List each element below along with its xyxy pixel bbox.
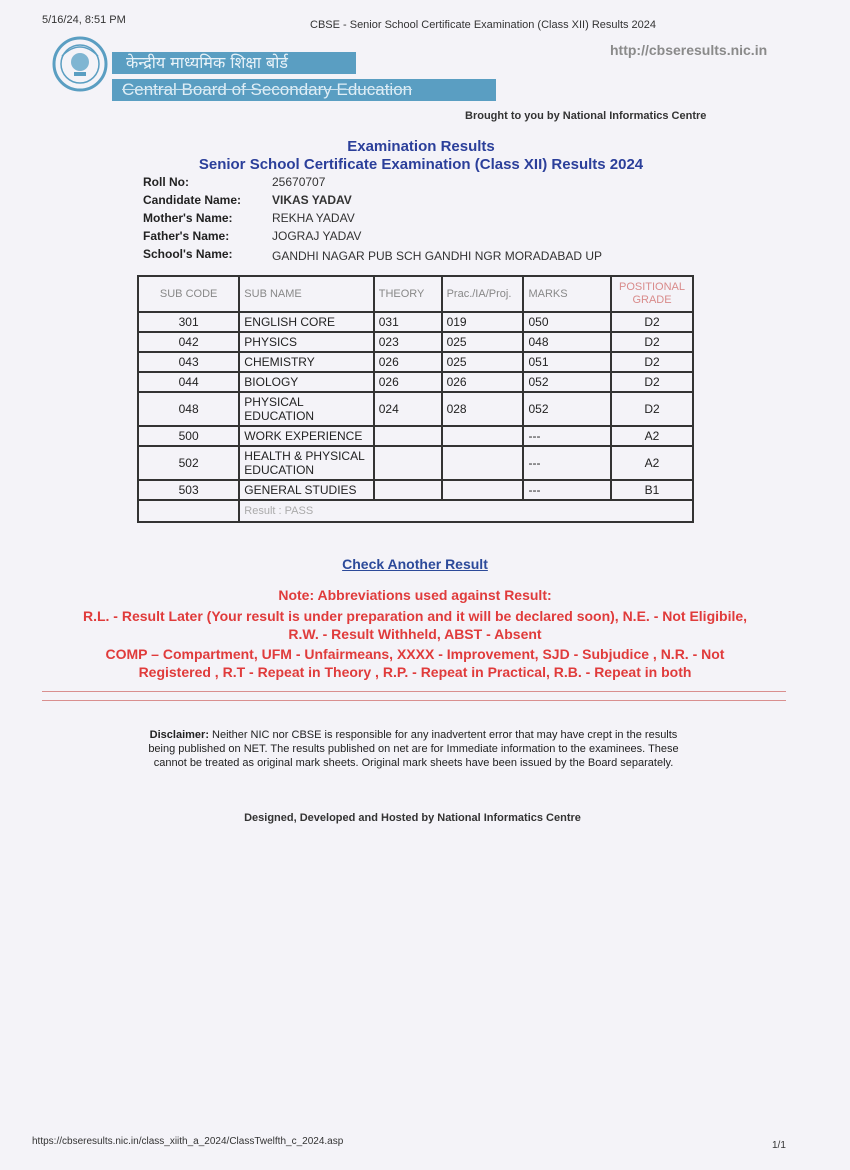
print-page-title: CBSE - Senior School Certificate Examination (Class XII) Results 2024	[310, 19, 657, 31]
grade: D2	[611, 392, 693, 426]
theory-marks: 024	[374, 392, 442, 426]
theory-marks	[374, 426, 442, 446]
sub-name: CHEMISTRY	[239, 352, 373, 372]
mother-name-label: Mother's Name:	[143, 211, 233, 225]
mother-name-value: REKHA YADAV	[272, 211, 355, 225]
board-name-hindi: केन्द्रीय माध्यमिक शिक्षा बोर्ड	[112, 52, 356, 74]
header-sub-name: SUB NAME	[239, 276, 373, 312]
header-theory: THEORY	[374, 276, 442, 312]
roll-no-label: Roll No:	[143, 175, 189, 189]
sub-code: 503	[138, 480, 239, 500]
father-name-label: Father's Name:	[143, 229, 230, 243]
table-row	[138, 392, 693, 426]
exam-title-heading: Senior School Certificate Examination (Class XII) Results 2024	[198, 156, 644, 173]
theory-marks: 031	[374, 312, 442, 332]
sub-code: 044	[138, 372, 239, 392]
sub-name: HEALTH & PHYSICAL EDUCATION	[239, 446, 373, 480]
sub-code: 043	[138, 352, 239, 372]
roll-no-value: 25670707	[272, 175, 326, 189]
board-name-english: Central Board of Secondary Education	[112, 79, 496, 101]
sub-name: WORK EXPERIENCE	[239, 426, 373, 446]
prac-marks: 025	[442, 352, 524, 372]
sub-name: PHYSICS	[239, 332, 373, 352]
prac-marks: 019	[442, 312, 524, 332]
table-row	[138, 480, 693, 500]
candidate-name-label: Candidate Name:	[143, 193, 242, 207]
school-name-value: GANDHI NAGAR PUB SCH GANDHI NGR MORADABAD UP	[272, 249, 603, 263]
note-line-4: Registered , R.T - Repeat in Theory , R.P. - Repeat in Practical, R.B. - Repeat in both	[138, 664, 692, 680]
header-sub-code: SUB CODE	[138, 276, 239, 312]
father-name-value: JOGRAJ YADAV	[272, 229, 362, 243]
sub-code: 500	[138, 426, 239, 446]
theory-marks: 023	[374, 332, 442, 352]
prac-marks	[442, 480, 524, 500]
prac-marks: 025	[442, 332, 524, 352]
divider-bottom	[42, 700, 786, 701]
candidate-name-value: VIKAS YADAV	[272, 193, 352, 207]
table-row	[138, 426, 693, 446]
total-marks: 052	[523, 372, 611, 392]
table-row	[138, 446, 693, 480]
result-row	[138, 500, 693, 522]
grade: D2	[611, 312, 693, 332]
sub-name: PHYSICAL EDUCATION	[239, 392, 373, 426]
grade: B1	[611, 480, 693, 500]
theory-marks	[374, 480, 442, 500]
sub-code: 048	[138, 392, 239, 426]
total-marks: 052	[523, 392, 611, 426]
total-marks: 050	[523, 312, 611, 332]
footer-page-number: 1/1	[772, 1140, 786, 1151]
sub-name: BIOLOGY	[239, 372, 373, 392]
note-title: Note: Abbreviations used against Result:	[278, 587, 552, 603]
grade: D2	[611, 372, 693, 392]
site-url[interactable]: http://cbseresults.nic.in	[610, 42, 768, 58]
header-grade: POSITIONAL GRADE	[611, 276, 693, 312]
divider-top	[42, 691, 786, 692]
prac-marks: 028	[442, 392, 524, 426]
prac-marks: 026	[442, 372, 524, 392]
header-marks: MARKS	[523, 276, 611, 312]
marks-table	[137, 275, 694, 523]
print-datetime: 5/16/24, 8:51 PM	[42, 14, 126, 26]
sub-name: GENERAL STUDIES	[239, 480, 373, 500]
table-row	[138, 352, 693, 372]
brought-by-text: Brought to you by National Informatics Centre	[465, 110, 707, 122]
table-header-row	[138, 276, 693, 312]
grade: D2	[611, 352, 693, 372]
note-line-3: COMP – Compartment, UFM - Unfairmeans, XXXX - Improvement, SJD - Subjudice , N.R. - Not	[105, 646, 725, 662]
sub-code: 042	[138, 332, 239, 352]
check-another-result-link[interactable]: Check Another Result	[342, 556, 488, 572]
result-status: Result : PASS	[239, 500, 693, 522]
disclaimer-text: Disclaimer: Neither NIC nor CBSE is responsible for any inadvertent error that may have crept in the results being published on NET. The results published on net are for Immediate information to the examinees. These cannot be treated as original mark sheets. Original mark sheets have been issued by the Board separately.	[148, 729, 679, 769]
table-row	[138, 372, 693, 392]
theory-marks	[374, 446, 442, 480]
note-line-2: R.W. - Result Withheld, ABST - Absent	[288, 626, 542, 642]
total-marks: ---	[523, 480, 611, 500]
table-row	[138, 332, 693, 352]
total-marks: ---	[523, 446, 611, 480]
exam-results-heading: Examination Results	[347, 138, 495, 155]
prac-marks	[442, 426, 524, 446]
grade: A2	[611, 426, 693, 446]
school-name-label: School's Name:	[143, 247, 233, 261]
cbse-logo-icon	[52, 36, 108, 92]
total-marks: 048	[523, 332, 611, 352]
sub-code: 301	[138, 312, 239, 332]
grade: A2	[611, 446, 693, 480]
theory-marks: 026	[374, 352, 442, 372]
header-prac: Prac./IA/Proj.	[442, 276, 524, 312]
sub-name: ENGLISH CORE	[239, 312, 373, 332]
total-marks: ---	[523, 426, 611, 446]
grade: D2	[611, 332, 693, 352]
theory-marks: 026	[374, 372, 442, 392]
result-spacer	[138, 500, 239, 522]
designed-by-text: Designed, Developed and Hosted by National Informatics Centre	[244, 812, 581, 824]
total-marks: 051	[523, 352, 611, 372]
sub-code: 502	[138, 446, 239, 480]
table-row	[138, 312, 693, 332]
footer-url: https://cbseresults.nic.in/class_xiith_a_2024/ClassTwelfth_c_2024.asp	[32, 1136, 344, 1147]
prac-marks	[442, 446, 524, 480]
note-line-1: R.L. - Result Later (Your result is under preparation and it will be declared soon), N.E. - Not Eligibile,	[82, 608, 748, 624]
